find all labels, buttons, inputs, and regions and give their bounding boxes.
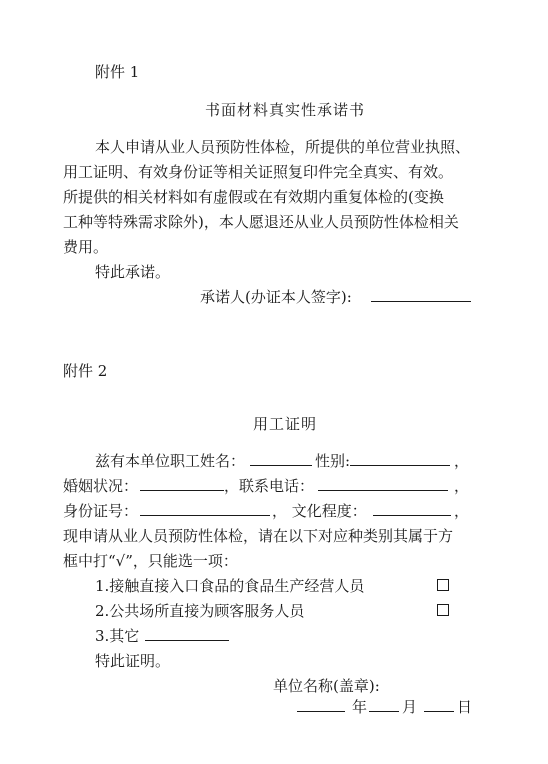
id-number-field[interactable] — [140, 501, 270, 521]
education-label: ， 文化程度： — [272, 502, 367, 520]
option-other-label: 3.其它 — [95, 627, 140, 645]
phone-label: ，联系电话： — [224, 477, 315, 495]
option-food-workers-label: 1.接触直接入口食品的食品生产经营人员 — [95, 577, 365, 595]
phone-field[interactable] — [318, 476, 448, 496]
commitment-closing: 特此承诺。 — [95, 263, 171, 281]
month-label: 月 — [402, 698, 418, 716]
id-number-label: 身份证号： — [63, 502, 139, 520]
commitment-paragraph-line: 本人申请从业人员预防性体检，所提供的单位营业执照、 — [95, 138, 471, 156]
employment-title: 用工证明 — [253, 415, 318, 433]
option-public-service-checkbox[interactable] — [437, 601, 449, 621]
attachment-1-label: 附件 1 — [95, 63, 140, 81]
gender-field[interactable] — [350, 451, 450, 471]
commitment-paragraph-line: 费用。 — [63, 238, 109, 256]
day-label: 日 — [457, 698, 473, 716]
day-field[interactable] — [424, 697, 454, 717]
option-food-workers-checkbox[interactable] — [437, 576, 449, 596]
commitment-paragraph-line: 所提供的相关材料如有虚假或在有效期内重复体检的(变换 — [63, 188, 444, 206]
commitment-paragraph-line: 工种等特殊需求除外)，本人愿退还从业人员预防性体检相关 — [63, 213, 459, 231]
attachment-2-label: 附件 2 — [63, 362, 108, 380]
option-other-field[interactable] — [145, 626, 229, 646]
signature-label: 承诺人(办证本人签字): — [200, 288, 352, 306]
gender-label: 性别: — [315, 452, 351, 470]
year-field[interactable] — [297, 697, 345, 717]
comma: ， — [454, 452, 470, 470]
commitment-title: 书面材料真实性承诺书 — [205, 101, 366, 119]
marital-status-label: 婚姻状况： — [63, 477, 139, 495]
unit-name-label: 单位名称(盖章): — [273, 677, 380, 695]
comma: ， — [454, 477, 470, 495]
option-public-service-label: 2.公共场所直接为顾客服务人员 — [95, 602, 305, 620]
employment-closing: 特此证明。 — [95, 652, 171, 670]
request-text-line: 现申请从业人员预防性体检，请在以下对应种类别其属于方 — [63, 527, 454, 545]
education-field[interactable] — [373, 501, 451, 521]
marital-status-field[interactable] — [140, 476, 224, 496]
request-text-line: 框中打“√”，只能选一项： — [63, 552, 238, 570]
employee-name-label: 兹有本单位职工姓名： — [95, 452, 246, 470]
employee-name-field[interactable] — [250, 451, 312, 471]
comma: ， — [454, 502, 470, 520]
commitment-paragraph-line: 用工证明、有效身份证等相关证照复印件完全真实、有效。 — [63, 163, 454, 181]
month-field[interactable] — [369, 697, 399, 717]
signature-line[interactable] — [371, 287, 471, 307]
year-label: 年 — [352, 698, 368, 716]
